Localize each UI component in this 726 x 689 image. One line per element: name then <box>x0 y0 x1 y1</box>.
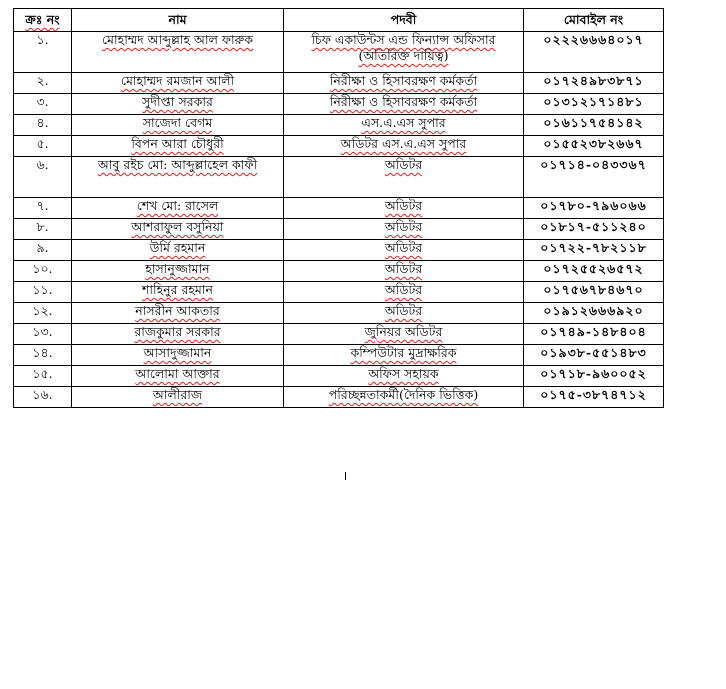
cell-mobile: ০১৯১২৬৬৬৯২০ <box>524 303 664 324</box>
cell-designation: অডিটর <box>284 240 524 261</box>
table-row <box>14 261 664 282</box>
table-row <box>14 240 664 261</box>
page-mark <box>345 472 346 480</box>
cell-designation: নিরীক্ষা ও হিসাবরক্ষণ কর্মকর্তা <box>284 94 524 115</box>
cell-mobile: ০১৭১৪-০৪৩৩৬৭ <box>524 157 664 198</box>
cell-serial: ৫. <box>14 136 72 157</box>
table-row <box>14 324 664 345</box>
table-row <box>14 115 664 136</box>
cell-serial: ৬. <box>14 157 72 198</box>
cell-designation: অডিটর <box>284 219 524 240</box>
cell-designation: কম্পিউটার মুদ্রাক্ষরিক <box>284 345 524 366</box>
cell-designation: জুনিয়র অডিটর <box>284 324 524 345</box>
cell-name: রাজকুমার সরকার <box>72 324 284 345</box>
staff-table <box>13 8 664 408</box>
table-row <box>14 387 664 408</box>
header-serial: ক্রঃ নং <box>14 9 72 32</box>
cell-designation: অডিটর <box>284 303 524 324</box>
cell-serial: ৭. <box>14 198 72 219</box>
cell-name: আবু রইচ মো: আব্দুল্লাহেল কাফী <box>72 157 284 198</box>
cell-name: শেখ মো: রাসেল <box>72 198 284 219</box>
cell-name: শাহিনুর রহমান <box>72 282 284 303</box>
cell-mobile: ০১৭২২-৭৮২১১৮ <box>524 240 664 261</box>
cell-designation: নিরীক্ষা ও হিসাবরক্ষণ কর্মকর্তা <box>284 73 524 94</box>
cell-name: উর্মি রহমান <box>72 240 284 261</box>
table-row <box>14 303 664 324</box>
table-row <box>14 345 664 366</box>
cell-serial: ১১. <box>14 282 72 303</box>
cell-name: বিপন আরা চৌধুরী <box>72 136 284 157</box>
cell-name: মোহাম্মদ আব্দুল্লাহ আল ফারুক <box>72 32 284 73</box>
header-designation: পদবী <box>284 9 524 32</box>
cell-serial: ১৪. <box>14 345 72 366</box>
cell-name: মোহাম্মদ রমজান আলী <box>72 73 284 94</box>
cell-mobile: ০১৬১১৭৫৪১৪২ <box>524 115 664 136</box>
cell-serial: ৯. <box>14 240 72 261</box>
cell-mobile: ০১৩১২১৭১৪৮১ <box>524 94 664 115</box>
cell-serial: ৩. <box>14 94 72 115</box>
cell-designation: অডিটর <box>284 198 524 219</box>
cell-name: আলীরাজ <box>72 387 284 408</box>
cell-name: আসাদুজ্জামান <box>72 345 284 366</box>
cell-serial: ২. <box>14 73 72 94</box>
cell-mobile: ০১৭৮০-৭৯৬০৬৬ <box>524 198 664 219</box>
cell-name: নাসরীন আকতার <box>72 303 284 324</box>
table-row <box>14 32 664 73</box>
table-row <box>14 73 664 94</box>
cell-mobile: ০১৮১৭-৫১১২৪০ <box>524 219 664 240</box>
cell-name: আশরাফুল বসুনিয়া <box>72 219 284 240</box>
cell-designation: অডিটর <box>284 282 524 303</box>
cell-mobile: ০১৭৫৬৭৮৪৬৭০ <box>524 282 664 303</box>
cell-designation: পরিচ্ছন্নতাকর্মী(দৈনিক ভিত্তিক) <box>284 387 524 408</box>
cell-serial: ৮. <box>14 219 72 240</box>
cell-mobile: ০২২২৬৬৬৪০১৭ <box>524 32 664 73</box>
table-row <box>14 94 664 115</box>
cell-mobile: ০১৭২৫৫২৬৫৭২ <box>524 261 664 282</box>
cell-mobile: ০১৭২৪৯৮৩৮৭১ <box>524 73 664 94</box>
table-row <box>14 198 664 219</box>
cell-mobile: ০১৭৫-৩৮৭৪৭১২ <box>524 387 664 408</box>
cell-serial: ১. <box>14 32 72 73</box>
cell-designation: অডিটর <box>284 157 524 198</box>
cell-mobile: ০১৯৩৮-৫৫১৪৮৩ <box>524 345 664 366</box>
header-name: নাম <box>72 9 284 32</box>
table-row <box>14 219 664 240</box>
table-row <box>14 282 664 303</box>
table-row <box>14 136 664 157</box>
table-row <box>14 157 664 198</box>
cell-designation: অডিটর এস.এ.এস সুপার <box>284 136 524 157</box>
cell-name: সুদীপ্তা সরকার <box>72 94 284 115</box>
cell-serial: ১৬. <box>14 387 72 408</box>
cell-mobile: ০১৭১৮-৯৬০০৫২ <box>524 366 664 387</box>
table-header-row <box>14 9 664 32</box>
cell-serial: ৪. <box>14 115 72 136</box>
cell-serial: ১৫. <box>14 366 72 387</box>
cell-serial: ১৩. <box>14 324 72 345</box>
cell-serial: ১০. <box>14 261 72 282</box>
cell-serial: ১২. <box>14 303 72 324</box>
cell-mobile: ০১৫৫২৩৮২৬৬৭ <box>524 136 664 157</box>
cell-mobile: ০১৭৪৯-১৪৮৪০৪ <box>524 324 664 345</box>
cell-designation: অডিটর <box>284 261 524 282</box>
cell-designation: চিফ একাউন্টস এন্ড ফিন্যান্স অফিসার (অতিরিক্ত দায়িত্ব) <box>284 32 524 73</box>
cell-designation: অফিস সহায়ক <box>284 366 524 387</box>
cell-designation: এস.এ.এস সুপার <box>284 115 524 136</box>
cell-name: হাসানুজ্জামান <box>72 261 284 282</box>
cell-name: সাজেদা বেগম <box>72 115 284 136</box>
table-row <box>14 366 664 387</box>
cell-name: আলোমা আক্তার <box>72 366 284 387</box>
header-mobile: মোবাইল নং <box>524 9 664 32</box>
